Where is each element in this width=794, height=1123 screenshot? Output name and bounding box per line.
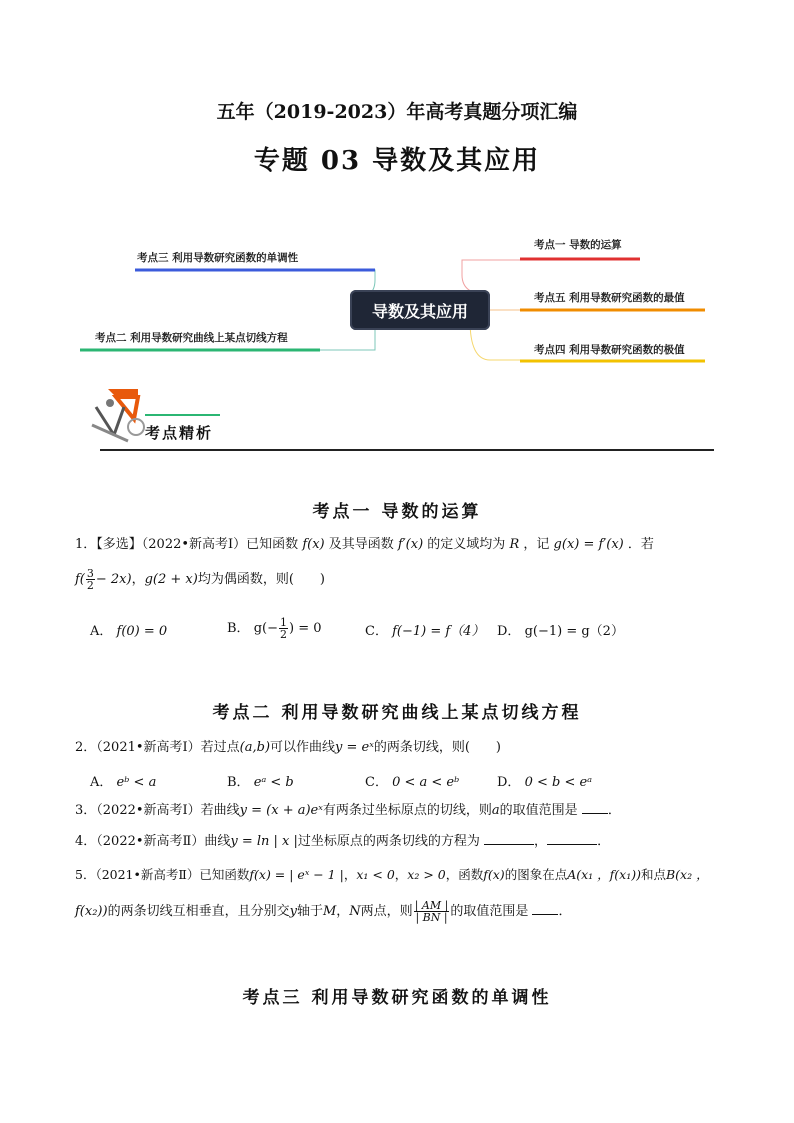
question-1-option-d: D． g(−1) = g（2）: [497, 624, 624, 639]
question-1-line-2: f( $\frac{3}{2}$ − 2x)，g(2 + x)均为偶函数，则( ): [75, 567, 325, 592]
mindmap-node-s5: 考点五 利用导数研究函数的最值: [534, 292, 685, 304]
question-2-option-d: D． 0 < b < eᵃ: [497, 775, 593, 790]
banner-divider: [100, 449, 714, 451]
question-3-line: 3．（2022•新高考Ⅰ）若曲线y = (x + a)eˣ有两条过坐标原点的切线，则a的取值范围是 ．: [75, 803, 621, 818]
mindmap-node-s1: 考点一 导数的运算: [534, 239, 622, 251]
banner-label: 考点精析: [145, 424, 214, 442]
question-4-line: 4．（2022•新高考Ⅱ）曲线y = ln | x |过坐标原点的两条切线的方程为 ， ．: [75, 834, 611, 849]
mindmap-node-s4: 考点四 利用导数研究函数的极值: [534, 344, 685, 356]
page-title: 专题 03 导数及其应用: [253, 146, 541, 176]
question-1-option-b: B． g(− $\frac{1}{2}$ ) = 0: [227, 616, 322, 641]
answer-blank[interactable]: [484, 834, 534, 845]
section-heading-1: 考点一 导数的运算: [312, 502, 482, 522]
question-2-line: 2．（2021•新高考Ⅰ）若过点(a,b)可以作曲线y = eˣ的两条切线，则( ): [75, 740, 502, 755]
mindmap-node-s2: 考点二 利用导数研究曲线上某点切线方程: [95, 332, 288, 344]
section-heading-3: 考点三 利用导数研究函数的单调性: [242, 988, 552, 1008]
answer-blank[interactable]: [547, 834, 597, 845]
banner-accent: [145, 414, 220, 416]
question-5-line-1: 5．（2021•新高考Ⅱ）已知函数f(x) = | eˣ − 1 |，x₁ < 0，x₂ > 0，函数f(x)的图象在点A(x₁ ，f(x₁))和点B(x₂ ，: [75, 867, 709, 882]
question-1-option-a: A． f(0) = 0: [90, 624, 168, 639]
fraction: $\frac{| AM |}{| BN |}$: [414, 899, 449, 924]
supertitle: 五年（2019-2023）年高考真题分项汇编: [216, 101, 578, 123]
question-5-line-2: f(x₂))的两条切线互相垂直，且分别交y轴于M，N两点，则 $\frac{| AM |}{| BN |}$ 的取值范围是 ．: [75, 899, 572, 924]
answer-blank[interactable]: [582, 803, 608, 814]
mindmap-node-s3: 考点三 利用导数研究函数的单调性: [137, 252, 299, 264]
mindmap-center-node: 导数及其应用: [350, 290, 490, 330]
ruler-compass-icon: [88, 385, 152, 445]
question-2-option-c: C． 0 < a < eᵇ: [365, 775, 460, 790]
question-2-option-b: B． eᵃ < b: [227, 775, 294, 790]
question-1-line-1: 1．【多选】（2022•新高考Ⅰ）已知函数 f(x) 及其导函数 f′(x) 的定义域均为 R ，记 g(x) = f′(x) ．若: [75, 537, 654, 552]
fraction: $\frac{3}{2}$: [86, 567, 94, 592]
mindmap-connector-left-top: [135, 270, 375, 300]
question-2-option-a: A． eᵇ < a: [90, 775, 157, 790]
section-heading-2: 考点二 利用导数研究曲线上某点切线方程: [212, 703, 582, 723]
answer-blank[interactable]: [532, 904, 558, 915]
question-1-option-c: C． f(−1) = f（4）: [365, 624, 485, 639]
